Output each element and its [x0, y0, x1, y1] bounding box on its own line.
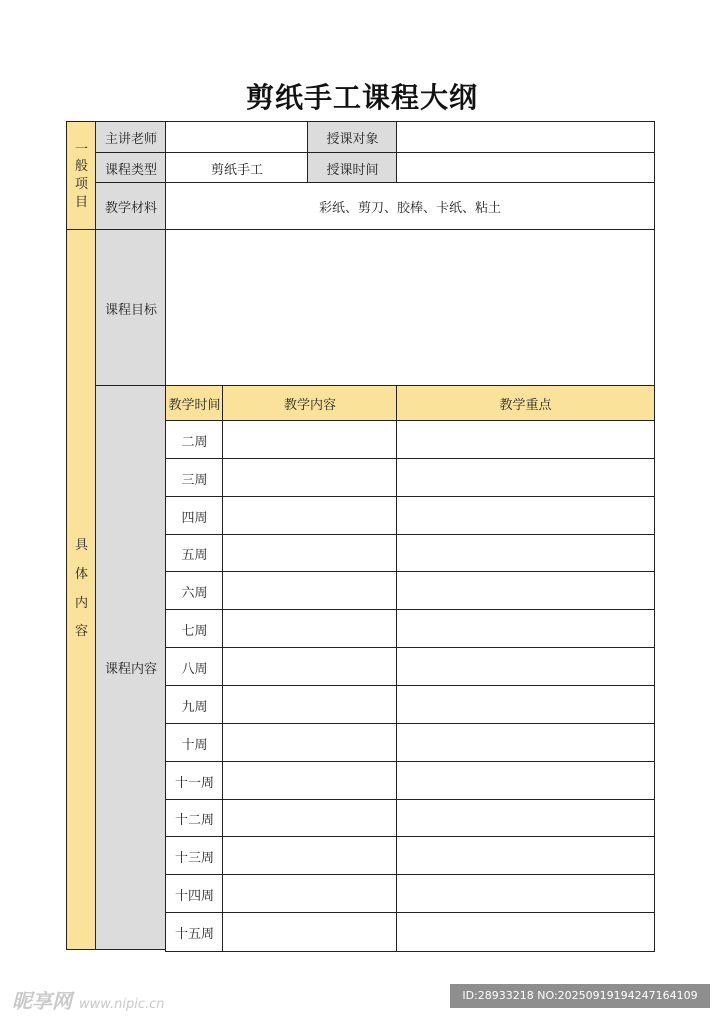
- week-focus-cell[interactable]: [396, 912, 655, 952]
- week-time-cell: 十一周: [165, 761, 224, 801]
- week-time-cell: 二周: [165, 420, 224, 460]
- week-time-cell: 三周: [165, 458, 224, 498]
- general-label-char-1: 一: [74, 141, 88, 157]
- week-content-cell[interactable]: [222, 874, 398, 914]
- header-content: 教学内容: [222, 385, 398, 422]
- week-content-cell[interactable]: [222, 496, 398, 536]
- week-content-cell[interactable]: [222, 723, 398, 763]
- header-time: 教学时间: [165, 385, 224, 422]
- details-section-label: [66, 229, 97, 950]
- week-content-cell[interactable]: [222, 647, 398, 687]
- week-focus-cell[interactable]: [396, 836, 655, 876]
- week-focus-cell[interactable]: [396, 420, 655, 460]
- general-label-char-4: 目: [74, 194, 88, 210]
- week-content-cell[interactable]: [222, 458, 398, 498]
- week-content-cell[interactable]: [222, 571, 398, 611]
- time-label: 授课时间: [307, 152, 398, 184]
- materials-value[interactable]: 彩纸、剪刀、胶棒、卡纸、粘土: [165, 182, 655, 231]
- week-time-cell: 十五周: [165, 912, 224, 952]
- general-label-char-3: 项: [74, 177, 88, 192]
- week-time-cell: 九周: [165, 685, 224, 725]
- type-label: 课程类型: [95, 152, 167, 184]
- week-time-cell: 四周: [165, 496, 224, 536]
- goal-value[interactable]: [165, 229, 655, 387]
- watermark-logo: [12, 985, 165, 1014]
- week-time-cell: 十四周: [165, 874, 224, 914]
- watermark-site-name: 昵享网: [12, 989, 72, 1013]
- time-value[interactable]: [396, 152, 655, 184]
- details-label-char-3: 内: [74, 595, 88, 611]
- week-focus-cell[interactable]: [396, 609, 655, 649]
- week-content-cell[interactable]: [222, 534, 398, 573]
- watermark-id: ID:28933218 NO:20250919194247164109: [450, 984, 710, 1008]
- type-value[interactable]: 剪纸手工: [165, 152, 309, 184]
- week-focus-cell[interactable]: [396, 874, 655, 914]
- week-time-cell: 十三周: [165, 836, 224, 876]
- materials-label: 教学材料: [95, 182, 167, 231]
- week-focus-cell[interactable]: [396, 496, 655, 536]
- details-label-char-2: 体: [74, 566, 88, 582]
- watermark-site-url: www.nipic.cn: [78, 997, 165, 1012]
- teacher-label: 主讲老师: [95, 121, 167, 154]
- week-content-cell[interactable]: [222, 609, 398, 649]
- goal-label: 课程目标: [95, 229, 167, 387]
- week-time-cell: 七周: [165, 609, 224, 649]
- week-time-cell: 十二周: [165, 799, 224, 838]
- week-focus-cell[interactable]: [396, 458, 655, 498]
- content-label: 课程内容: [95, 385, 167, 950]
- week-content-cell[interactable]: [222, 836, 398, 876]
- general-section-label: [66, 121, 97, 231]
- week-focus-cell[interactable]: [396, 534, 655, 573]
- week-time-cell: 十周: [165, 723, 224, 763]
- week-time-cell: 五周: [165, 534, 224, 573]
- week-focus-cell[interactable]: [396, 647, 655, 687]
- week-content-cell[interactable]: [222, 912, 398, 952]
- week-time-cell: 八周: [165, 647, 224, 687]
- header-focus: 教学重点: [396, 385, 655, 422]
- audience-label: 授课对象: [307, 121, 398, 154]
- audience-value[interactable]: [396, 121, 655, 154]
- week-content-cell[interactable]: [222, 685, 398, 725]
- week-time-cell: 六周: [165, 571, 224, 611]
- week-focus-cell[interactable]: [396, 799, 655, 838]
- week-content-cell[interactable]: [222, 799, 398, 838]
- week-focus-cell[interactable]: [396, 761, 655, 801]
- teacher-value[interactable]: [165, 121, 309, 154]
- week-focus-cell[interactable]: [396, 723, 655, 763]
- details-label-char-4: 容: [74, 624, 88, 640]
- page-title: 剪纸手工课程大纲: [245, 81, 478, 114]
- week-focus-cell[interactable]: [396, 571, 655, 611]
- details-label-char-1: 具: [74, 538, 88, 554]
- week-content-cell[interactable]: [222, 420, 398, 460]
- week-focus-cell[interactable]: [396, 685, 655, 725]
- week-content-cell[interactable]: [222, 761, 398, 801]
- general-label-char-2: 般: [74, 159, 88, 175]
